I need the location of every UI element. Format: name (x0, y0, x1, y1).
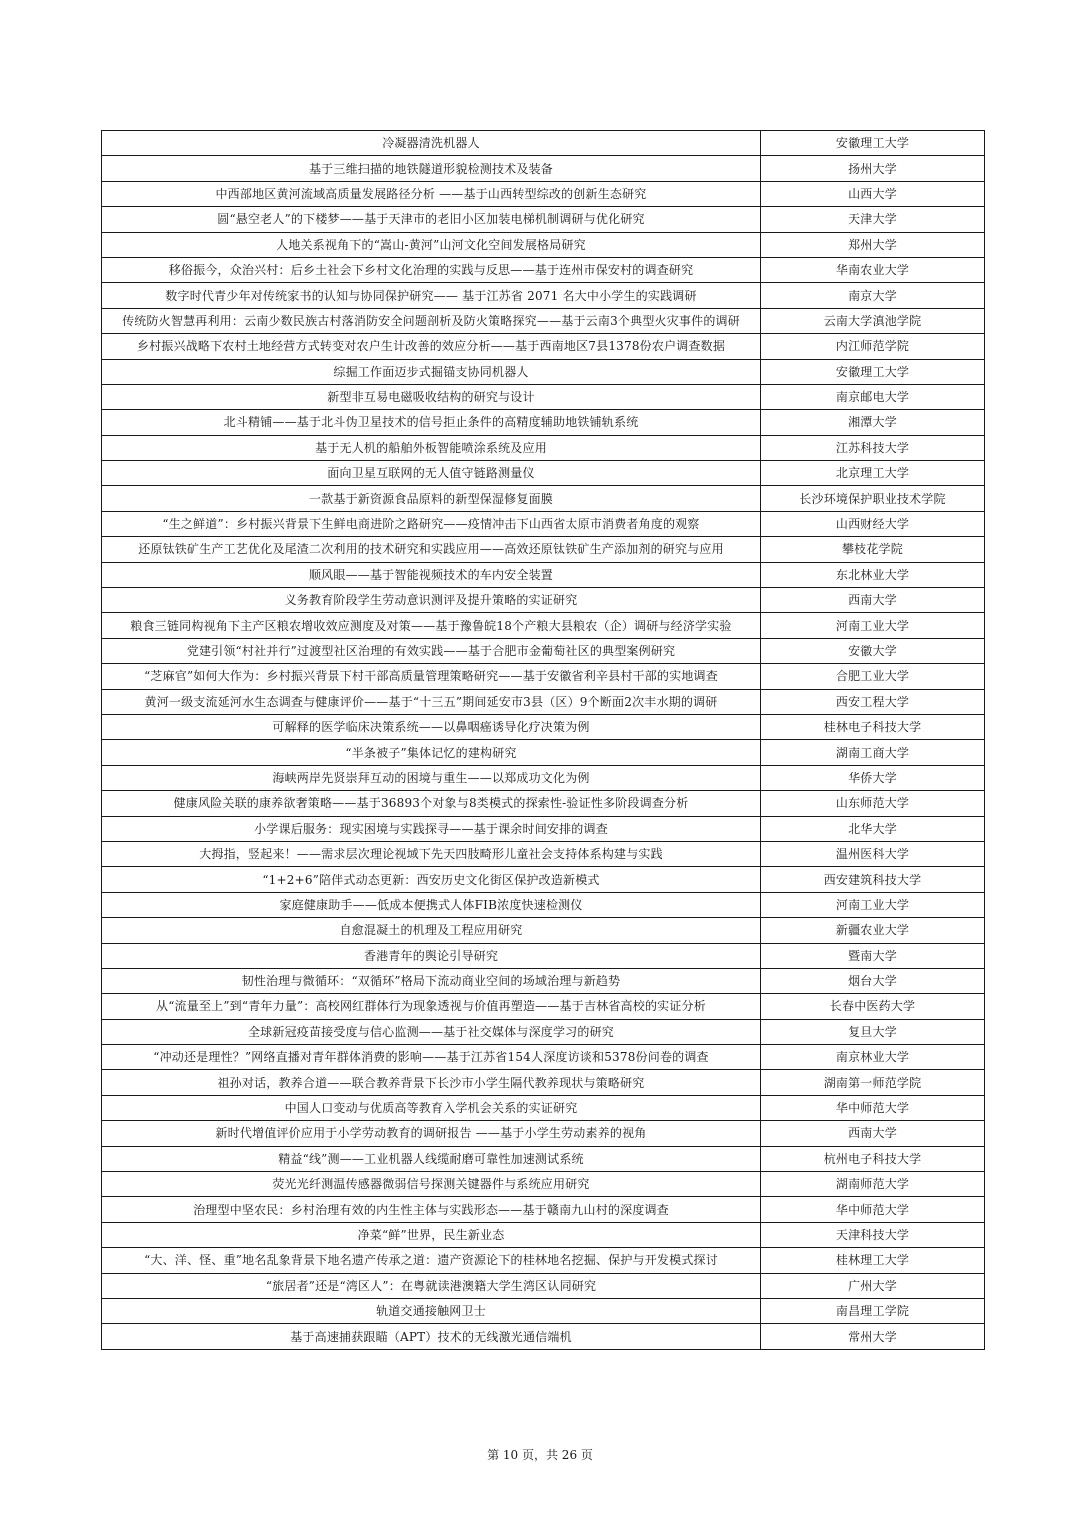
table-row (102, 613, 985, 638)
project-title-cell: “冲动还是理性？”网络直播对青年群体消费的影响——基于江苏省154人深度访谈和5378份问卷的调查 (102, 1045, 761, 1070)
project-title-cell: 健康风险关联的康养欲奢策略——基于36893个对象与8类模式的探索性-验证性多阶段调查分析 (102, 791, 761, 816)
project-title-cell: 从“流量至上”到“青年力量”：高校网红群体行为现象透视与价值再塑造——基于吉林省高校的实证分析 (102, 994, 761, 1019)
project-title-cell: 可解释的医学临床决策系统——以鼻咽癌诱导化疗决策为例 (102, 714, 761, 739)
school-cell: 天津大学 (761, 207, 985, 232)
table-row (102, 1146, 985, 1171)
table-row (102, 131, 985, 156)
project-title-cell: 面向卫星互联网的无人值守链路测量仪 (102, 461, 761, 486)
project-title-cell: 全球新冠疫苗接受度与信心监测——基于社交媒体与深度学习的研究 (102, 1019, 761, 1044)
school-cell: 南昌理工学院 (761, 1298, 985, 1323)
page-footer: 第 10 页，共 26 页 (487, 1448, 593, 1462)
school-cell: 北华大学 (761, 816, 985, 841)
project-title-cell: 新时代增值评价应用于小学劳动教育的调研报告 ——基于小学生劳动素养的视角 (102, 1121, 761, 1146)
school-cell: 西安工程大学 (761, 689, 985, 714)
school-cell: 华中师范大学 (761, 1095, 985, 1120)
project-table (101, 130, 985, 1350)
project-title-cell: “芝麻官”如何大作为：乡村振兴背景下村干部高质量管理策略研究——基于安徽省利辛县村干部的实地调查 (102, 664, 761, 689)
project-title-cell: 党建引领“村社并行”过渡型社区治理的有效实践——基于合肥市金葡萄社区的典型案例研究 (102, 638, 761, 663)
table-row (102, 1095, 985, 1120)
project-table-body (102, 131, 985, 1350)
project-title-cell: 净菜“鲜”世界，民生新业态 (102, 1222, 761, 1247)
school-cell: 河南工业大学 (761, 613, 985, 638)
table-row (102, 308, 985, 333)
table-row (102, 918, 985, 943)
project-title-cell: “大、洋、怪、重”地名乱象背景下地名遗产传承之道：遗产资源论下的桂林地名挖掘、保护与开发模式探讨 (102, 1248, 761, 1273)
school-cell: 暨南大学 (761, 943, 985, 968)
school-cell: 华中师范大学 (761, 1197, 985, 1222)
table-row (102, 1070, 985, 1095)
table-row (102, 841, 985, 866)
table-row (102, 359, 985, 384)
school-cell: 桂林理工大学 (761, 1248, 985, 1273)
table-row (102, 714, 985, 739)
school-cell: 南京林业大学 (761, 1045, 985, 1070)
school-cell: 云南大学滇池学院 (761, 308, 985, 333)
project-title-cell: 乡村振兴战略下农村土地经营方式转变对农户生计改善的效应分析——基于西南地区7县1378份农户调查数据 (102, 334, 761, 359)
project-title-cell: 还原钛铁矿生产工艺优化及尾渣二次利用的技术研究和实践应用——高效还原钛铁矿生产添加剂的研究与应用 (102, 537, 761, 562)
table-row (102, 1121, 985, 1146)
table-row (102, 1222, 985, 1247)
project-title-cell: 自愈混凝土的机理及工程应用研究 (102, 918, 761, 943)
table-row (102, 410, 985, 435)
table-row (102, 740, 985, 765)
school-cell: 常州大学 (761, 1324, 985, 1349)
school-cell: 湘潭大学 (761, 410, 985, 435)
project-title-cell: 新型非互易电磁吸收结构的研究与设计 (102, 384, 761, 409)
table-row (102, 1045, 985, 1070)
table-row (102, 1197, 985, 1222)
table-row (102, 283, 985, 308)
project-title-cell: 圆“悬空老人”的下楼梦——基于天津市的老旧小区加装电梯机制调研与优化研究 (102, 207, 761, 232)
table-row (102, 334, 985, 359)
school-cell: 扬州大学 (761, 156, 985, 181)
school-cell: 广州大学 (761, 1273, 985, 1298)
project-title-cell: 义务教育阶段学生劳动意识测评及提升策略的实证研究 (102, 588, 761, 613)
school-cell: 郑州大学 (761, 232, 985, 257)
school-cell: 北京理工大学 (761, 461, 985, 486)
project-title-cell: 基于高速捕获跟瞄（APT）技术的无线激光通信端机 (102, 1324, 761, 1349)
school-cell: 华南农业大学 (761, 257, 985, 282)
table-row (102, 943, 985, 968)
school-cell: 烟台大学 (761, 968, 985, 993)
project-title-cell: 小学课后服务：现实困境与实践探寻——基于课余时间安排的调查 (102, 816, 761, 841)
school-cell: 湖南师范大学 (761, 1172, 985, 1197)
table-row (102, 156, 985, 181)
school-cell: 山西大学 (761, 181, 985, 206)
table-row (102, 664, 985, 689)
table-row (102, 867, 985, 892)
school-cell: 复旦大学 (761, 1019, 985, 1044)
project-title-cell: 北斗精铺——基于北斗伪卫星技术的信号拒止条件的高精度辅助地铁铺轨系统 (102, 410, 761, 435)
school-cell: 西南大学 (761, 1121, 985, 1146)
project-title-cell: 基于三维扫描的地铁隧道形貌检测技术及装备 (102, 156, 761, 181)
project-title-cell: 中国人口变动与优质高等教育入学机会关系的实证研究 (102, 1095, 761, 1120)
project-title-cell: 轨道交通接触网卫士 (102, 1298, 761, 1323)
table-row (102, 461, 985, 486)
school-cell: 安徽大学 (761, 638, 985, 663)
school-cell: 南京大学 (761, 283, 985, 308)
table-row (102, 765, 985, 790)
school-cell: 江苏科技大学 (761, 435, 985, 460)
project-title-cell: 移俗振今，众治兴村：后乡土社会下乡村文化治理的实践与反思——基于连州市保安村的调查研究 (102, 257, 761, 282)
project-title-cell: 粮食三链同构视角下主产区粮农增收效应测度及对策——基于豫鲁皖18个产粮大县粮农（企）调研与经济学实验 (102, 613, 761, 638)
table-row (102, 1248, 985, 1273)
table-row (102, 994, 985, 1019)
school-cell: 河南工业大学 (761, 892, 985, 917)
table-row (102, 511, 985, 536)
project-title-cell: 人地关系视角下的“嵩山-黄河”山河文化空间发展格局研究 (102, 232, 761, 257)
school-cell: 天津科技大学 (761, 1222, 985, 1247)
table-row (102, 1273, 985, 1298)
project-title-cell: 一款基于新资源食品原料的新型保湿修复面膜 (102, 486, 761, 511)
table-row (102, 791, 985, 816)
school-cell: 杭州电子科技大学 (761, 1146, 985, 1171)
project-title-cell: “半条被子”集体记忆的建构研究 (102, 740, 761, 765)
project-title-cell: “1+2+6”陪伴式动态更新：西安历史文化街区保护改造新模式 (102, 867, 761, 892)
project-title-cell: 综掘工作面迈步式掘锚支协同机器人 (102, 359, 761, 384)
table-row (102, 435, 985, 460)
project-title-cell: 大拇指，竖起来！——需求层次理论视域下先天四肢畸形儿童社会支持体系构建与实践 (102, 841, 761, 866)
table-row (102, 562, 985, 587)
school-cell: 西安建筑科技大学 (761, 867, 985, 892)
school-cell: 东北林业大学 (761, 562, 985, 587)
table-row (102, 689, 985, 714)
project-title-cell: 基于无人机的船舶外板智能喷涂系统及应用 (102, 435, 761, 460)
school-cell: 湖南第一师范学院 (761, 1070, 985, 1095)
school-cell: 西南大学 (761, 588, 985, 613)
project-title-cell: 顺风眼——基于智能视频技术的车内安全装置 (102, 562, 761, 587)
school-cell: 华侨大学 (761, 765, 985, 790)
project-title-cell: 中西部地区黄河流域高质量发展路径分析 ——基于山西转型综改的创新生态研究 (102, 181, 761, 206)
school-cell: 南京邮电大学 (761, 384, 985, 409)
table-row (102, 1298, 985, 1323)
project-title-cell: 数字时代青少年对传统家书的认知与协同保护研究—— 基于江苏省 2071 名大中小学生的实践调研 (102, 283, 761, 308)
school-cell: 安徽理工大学 (761, 359, 985, 384)
school-cell: 新疆农业大学 (761, 918, 985, 943)
project-title-cell: 治理型中坚农民：乡村治理有效的内生性主体与实践形态——基于赣南九山村的深度调查 (102, 1197, 761, 1222)
project-title-cell: “旅居者”还是“湾区人”：在粤就读港澳籍大学生湾区认同研究 (102, 1273, 761, 1298)
table-row (102, 638, 985, 663)
school-cell: 长春中医药大学 (761, 994, 985, 1019)
school-cell: 桂林电子科技大学 (761, 714, 985, 739)
table-row (102, 816, 985, 841)
table-row (102, 1172, 985, 1197)
project-title-cell: 祖孙对话，教养合道——联合教养背景下长沙市小学生隔代教养现状与策略研究 (102, 1070, 761, 1095)
school-cell: 安徽理工大学 (761, 131, 985, 156)
project-title-cell: “生之鲜道”：乡村振兴背景下生鲜电商进阶之路研究——疫情冲击下山西省太原市消费者角度的观察 (102, 511, 761, 536)
table-row (102, 207, 985, 232)
table-row (102, 1019, 985, 1044)
school-cell: 温州医科大学 (761, 841, 985, 866)
table-row (102, 892, 985, 917)
project-title-cell: 精益“线”测——工业机器人线缆耐磨可靠性加速测试系统 (102, 1146, 761, 1171)
table-row (102, 968, 985, 993)
school-cell: 山东师范大学 (761, 791, 985, 816)
table-row (102, 384, 985, 409)
project-title-cell: 传统防火智慧再利用：云南少数民族古村落消防安全问题剖析及防火策略探究——基于云南3个典型火灾事件的调研 (102, 308, 761, 333)
school-cell: 山西财经大学 (761, 511, 985, 536)
table-row (102, 257, 985, 282)
project-title-cell: 香港青年的舆论引导研究 (102, 943, 761, 968)
project-title-cell: 黄河一级支流延河水生态调查与健康评价——基于“十三五”期间延安市3县（区）9个断面2次丰水期的调研 (102, 689, 761, 714)
school-cell: 长沙环境保护职业技术学院 (761, 486, 985, 511)
project-title-cell: 家庭健康助手——低成本便携式人体FIB浓度快速检测仪 (102, 892, 761, 917)
project-title-cell: 韧性治理与微循环：“双循环”格局下流动商业空间的场域治理与新趋势 (102, 968, 761, 993)
table-row (102, 588, 985, 613)
project-title-cell: 荧光光纤测温传感器微弱信号探测关键器件与系统应用研究 (102, 1172, 761, 1197)
school-cell: 攀枝花学院 (761, 537, 985, 562)
project-title-cell: 冷凝器清洗机器人 (102, 131, 761, 156)
school-cell: 湖南工商大学 (761, 740, 985, 765)
school-cell: 合肥工业大学 (761, 664, 985, 689)
table-row (102, 232, 985, 257)
project-title-cell: 海峡两岸先贤崇拜互动的困境与重生——以郑成功文化为例 (102, 765, 761, 790)
table-row (102, 537, 985, 562)
table-row (102, 486, 985, 511)
table-row (102, 181, 985, 206)
school-cell: 内江师范学院 (761, 334, 985, 359)
table-row (102, 1324, 985, 1349)
